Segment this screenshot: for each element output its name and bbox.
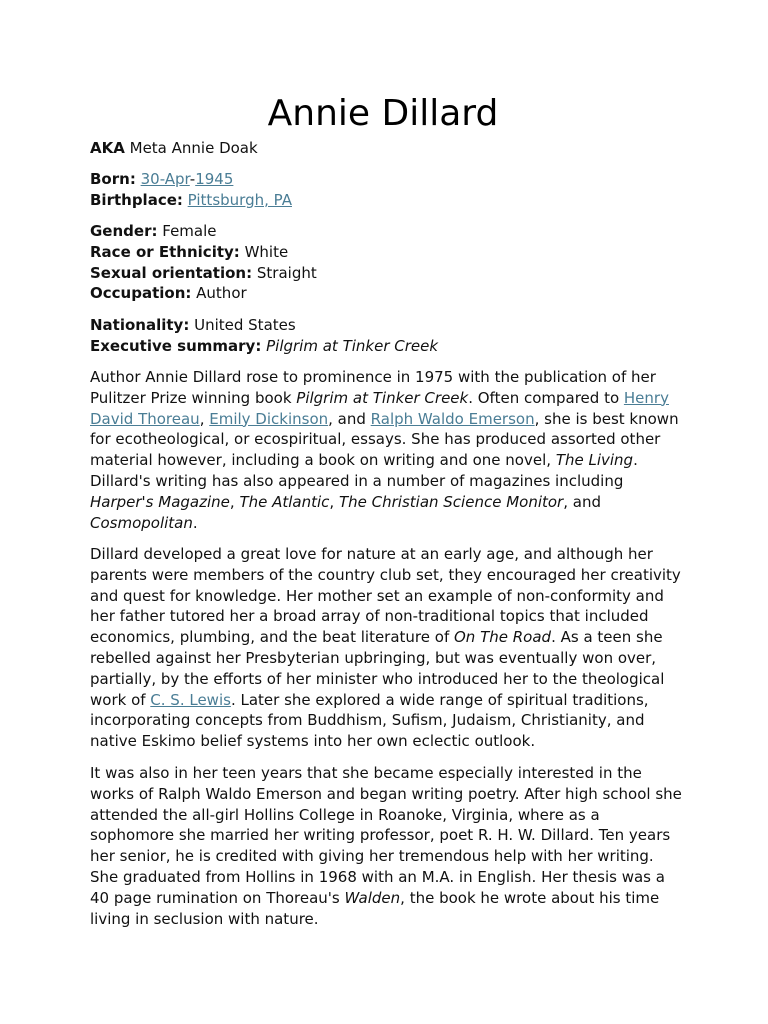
occupation-label: Occupation: — [90, 284, 192, 303]
birthplace-link[interactable]: Pittsburgh, PA — [187, 190, 292, 209]
magazine-title: The Christian Science Monitor — [338, 492, 564, 511]
born-date-link[interactable]: 30-Apr — [140, 170, 190, 188]
bio-paragraph-2 — [90, 544, 682, 752]
aka-value: Meta Annie Doak — [129, 139, 258, 157]
race-label: Race or Ethnicity: — [90, 242, 240, 261]
gender-label: Gender: — [90, 222, 158, 240]
nationality-value: United States — [194, 316, 296, 334]
text-run: , and — [328, 409, 371, 428]
text-run: . Dillard's writing has also appeared in a number of magazines including — [90, 451, 638, 490]
link-emily-dickinson[interactable]: Emily Dickinson — [209, 409, 329, 428]
race-value: White — [244, 242, 289, 261]
text-run: , — [229, 492, 240, 511]
personal-info — [90, 221, 680, 304]
born-year-link[interactable]: 1945 — [195, 170, 234, 188]
aka-row — [90, 138, 680, 159]
bio-paragraph-3 — [90, 763, 682, 929]
gender-value: Female — [162, 222, 217, 240]
text-run: . — [192, 513, 198, 532]
bio-paragraph-1 — [90, 367, 682, 533]
birthplace-label: Birthplace: — [90, 190, 183, 209]
text-run: , and — [563, 492, 601, 511]
text-run: Dillard developed a great love for nature at an early age, and although her parents were members of the country club set, they encouraged her creativity and quest for knowledge. Her mother set an example of non-conformity and her father tutored her a broad array of non-traditional topics that included economics, plumbing, and the beat literature of — [90, 545, 681, 647]
text-run: , — [329, 492, 339, 511]
link-henry-david-thoreau[interactable]: Henry David Thoreau — [90, 388, 669, 428]
text-run: , she is best known for ecotheological, or ecospiritual, essays. She has produced assorted other material however, including a book on writing and one novel, — [90, 409, 679, 470]
occupation-value: Author — [196, 284, 247, 303]
book-title: On The Road — [454, 628, 552, 647]
link-ralph-waldo-emerson[interactable]: Ralph Waldo Emerson — [370, 409, 535, 428]
text-run: Author Annie Dillard rose to prominence in 1975 with the publication of her Pulitzer Prize winning book — [90, 368, 656, 407]
link-cs-lewis[interactable]: C. S. Lewis — [150, 690, 231, 709]
book-title: Walden — [344, 888, 401, 907]
book-title: Pilgrim at Tinker Creek — [296, 388, 469, 407]
orientation-label: Sexual orientation: — [90, 263, 253, 282]
text-run: . Often compared to — [468, 388, 624, 407]
nationality-label: Nationality: — [90, 316, 190, 334]
magazine-title: The Atlantic — [239, 492, 330, 511]
magazine-title: Cosmopolitan — [90, 513, 193, 532]
born-label: Born: — [90, 170, 136, 188]
birth-info — [90, 169, 680, 211]
born-separator: - — [189, 170, 196, 188]
orientation-value: Straight — [256, 263, 317, 282]
text-run: , — [199, 409, 210, 428]
text-run: . As a teen she rebelled against her Presbyterian upbringing, but was eventually won over, partially, by the efforts of her minister who introduced her to the theological work of — [90, 628, 665, 709]
summary-value: Pilgrim at Tinker Creek — [266, 336, 439, 355]
nationality-info — [90, 315, 680, 357]
page-title: Annie Dillard — [267, 93, 499, 134]
aka-label: AKA — [90, 139, 125, 157]
magazine-title: Harper's Magazine — [90, 492, 230, 511]
text-run: It was also in her teen years that she became especially interested in the works of Ralph Waldo Emerson and began writing poetry. After high school she attended the all-girl Hollins College in Roanoke, Virginia, where as a sophomore she married her writing professor, poet R. H. W. Dillard. Ten years her senior, he is credited with giving her tremendous help with her writing. She graduated from Hollins in 1968 with an M.A. in English. Her thesis was a 40 page rumination on Thoreau's — [90, 764, 682, 907]
text-run: , the book he wrote about his time living in seclusion with nature. — [90, 888, 660, 928]
summary-label: Executive summary: — [90, 336, 262, 355]
novel-title: The Living — [555, 451, 634, 470]
text-run: . Later she explored a wide range of spiritual traditions, incorporating concepts from Buddhism, Sufism, Judaism, Christianity, and native Eskimo belief systems into her own eclectic outlook. — [90, 690, 649, 751]
